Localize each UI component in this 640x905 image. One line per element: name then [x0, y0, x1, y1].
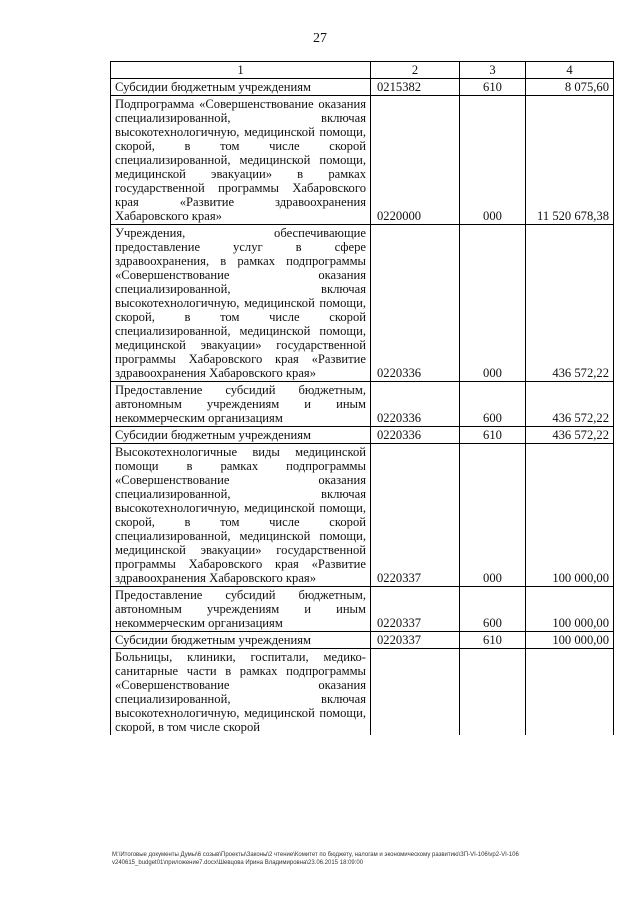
- table-row: [111, 587, 614, 632]
- row-name: Подпрограмма «Совершенствование оказания специализированной, включая высокотехнологичную, медицинской помощи, скорой, в том числе скорой специализированной, медицинской помощи, медицинской эвакуации» в рамках государственной программы Хабаровского края «Развитие здравоохранения Хабаровского края»: [111, 96, 371, 225]
- row-type: 000: [460, 225, 526, 382]
- row-code: [371, 649, 460, 736]
- page-number: 27: [313, 31, 327, 46]
- row-code: 0220337: [371, 632, 460, 649]
- row-code: 0220337: [371, 444, 460, 587]
- column-header-1: 1: [111, 62, 371, 79]
- row-name: Субсидии бюджетным учреждениям: [111, 427, 371, 444]
- row-type: 000: [460, 444, 526, 587]
- row-code: 0220336: [371, 382, 460, 427]
- row-type: 610: [460, 632, 526, 649]
- row-code: 0215382: [371, 79, 460, 96]
- row-amount: 436 572,22: [526, 427, 614, 444]
- row-code: 0220336: [371, 427, 460, 444]
- row-name: Предоставление субсидий бюджетным, автономным учреждениям и иным некоммерческим организациям: [111, 382, 371, 427]
- row-name: Высокотехнологичные виды медицинской помощи в рамках подпрограммы «Совершенствование оказания специализированной, включая высокотехнологичную, медицинской помощи, скорой, в том числе скорой специализированной, медицинской помощи, медицинской эвакуации» государственной программы Хабаровского края «Развитие здравоохранения Хабаровского края»: [111, 444, 371, 587]
- row-amount: 100 000,00: [526, 587, 614, 632]
- row-name: Субсидии бюджетным учреждениям: [111, 79, 371, 96]
- row-type: 600: [460, 382, 526, 427]
- file-path-footer: M:\Итоговые документы Думы\6 созыв\Проекты\Законы\2 чтение\Комитет по бюджету, налогам и экономическому развитию\ЗП-VI-106\vp2-VI-106 v240615_budget01\приложение7.docx\Шевцова Ирина Владимировна\23.06.2015 18:09:00: [112, 852, 519, 866]
- row-name: Предоставление субсидий бюджетным, автономным учреждениям и иным некоммерческим организациям: [111, 587, 371, 632]
- table-header-row: [111, 62, 614, 79]
- row-type: 610: [460, 79, 526, 96]
- row-code: 0220336: [371, 225, 460, 382]
- row-amount: 436 572,22: [526, 225, 614, 382]
- row-name: Субсидии бюджетным учреждениям: [111, 632, 371, 649]
- table-row: [111, 382, 614, 427]
- row-type: 600: [460, 587, 526, 632]
- column-header-4: 4: [526, 62, 614, 79]
- table-row: [111, 79, 614, 96]
- row-code: 0220337: [371, 587, 460, 632]
- row-amount: 100 000,00: [526, 632, 614, 649]
- table-row: [111, 427, 614, 444]
- column-header-3: 3: [460, 62, 526, 79]
- row-amount: 11 520 678,38: [526, 96, 614, 225]
- table-row: [111, 632, 614, 649]
- budget-table: [110, 61, 614, 735]
- row-amount: [526, 649, 614, 736]
- table-row: [111, 225, 614, 382]
- table-row: [111, 444, 614, 587]
- row-amount: 8 075,60: [526, 79, 614, 96]
- row-code: 0220000: [371, 96, 460, 225]
- row-type: 000: [460, 96, 526, 225]
- row-type: [460, 649, 526, 736]
- table-row: [111, 96, 614, 225]
- row-name: Больницы, клиники, госпитали, медико-санитарные части в рамках подпрограммы «Совершенствование оказания специализированной, включая высокотехнологичную, медицинской помощи, скорой, в том числе скорой: [111, 649, 371, 736]
- table-row: [111, 649, 614, 736]
- row-name: Учреждения, обеспечивающие предоставление услуг в сфере здравоохранения, в рамках подпрограммы «Совершенствование оказания специализированной, включая высокотехнологичную, медицинской помощи, скорой, в том числе скорой специализированной, медицинской помощи, медицинской эвакуации» государственной программы Хабаровского края «Развитие здравоохранения Хабаровского края»: [111, 225, 371, 382]
- row-amount: 100 000,00: [526, 444, 614, 587]
- row-type: 610: [460, 427, 526, 444]
- column-header-2: 2: [371, 62, 460, 79]
- row-amount: 436 572,22: [526, 382, 614, 427]
